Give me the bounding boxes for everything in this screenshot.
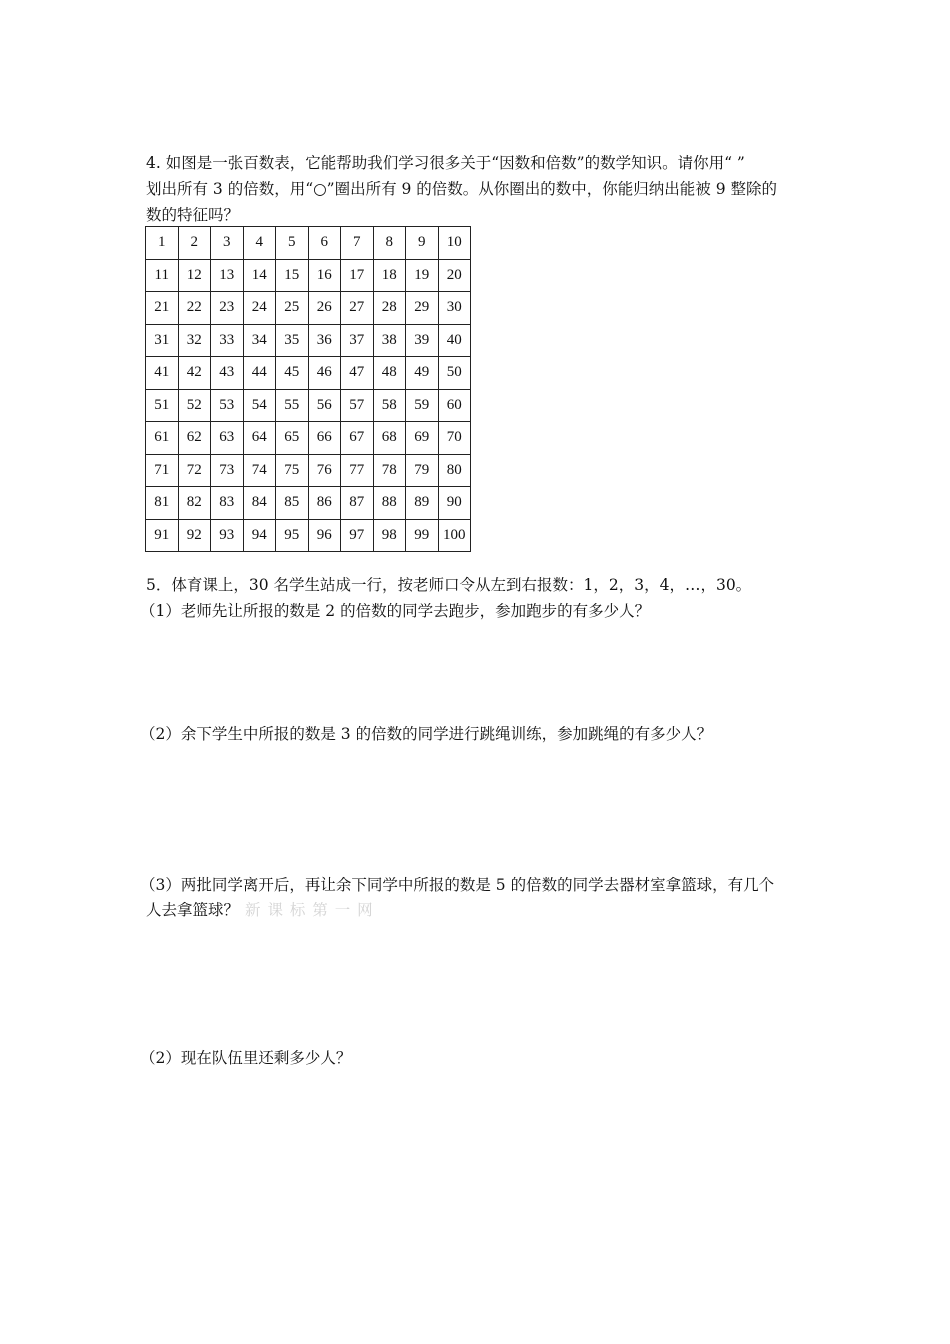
hundred-chart-row <box>146 324 471 357</box>
hundred-chart-cell: 33 <box>211 324 244 357</box>
hundred-chart-cell: 58 <box>373 389 406 422</box>
hundred-chart-cell: 25 <box>276 292 309 325</box>
hundred-chart-cell: 44 <box>243 357 276 390</box>
question-5-part-3-line-1: （3）两批同学离开后，再让余下同学中所报的数是 5 的倍数的同学去器材室拿篮球，有几个 <box>140 876 775 894</box>
hundred-chart-cell: 20 <box>438 259 471 292</box>
hundred-chart-cell: 79 <box>406 454 439 487</box>
hundred-chart-cell: 45 <box>276 357 309 390</box>
hundred-chart-cell: 72 <box>178 454 211 487</box>
hundred-chart-cell: 85 <box>276 487 309 520</box>
hundred-chart-cell: 75 <box>276 454 309 487</box>
hundred-chart-cell: 47 <box>341 357 374 390</box>
hundred-chart-cell: 12 <box>178 259 211 292</box>
hundred-chart-cell: 39 <box>406 324 439 357</box>
hundred-chart-table <box>145 226 471 552</box>
hundred-chart-cell: 10 <box>438 227 471 260</box>
hundred-chart-cell: 30 <box>438 292 471 325</box>
hundred-chart-row <box>146 487 471 520</box>
hundred-chart-cell: 69 <box>406 422 439 455</box>
hundred-chart-cell: 56 <box>308 389 341 422</box>
hundred-chart-cell: 91 <box>146 519 179 552</box>
hundred-chart-cell: 73 <box>211 454 244 487</box>
hundred-chart-cell: 95 <box>276 519 309 552</box>
hundred-chart-cell: 42 <box>178 357 211 390</box>
hundred-chart-cell: 94 <box>243 519 276 552</box>
hundred-chart-cell: 31 <box>146 324 179 357</box>
hundred-chart-cell: 92 <box>178 519 211 552</box>
hundred-chart-cell: 76 <box>308 454 341 487</box>
hundred-chart-cell: 90 <box>438 487 471 520</box>
hundred-chart-cell: 43 <box>211 357 244 390</box>
hundred-chart-cell: 62 <box>178 422 211 455</box>
hundred-chart-row <box>146 389 471 422</box>
hundred-chart-cell: 52 <box>178 389 211 422</box>
hundred-chart-cell: 88 <box>373 487 406 520</box>
question-4 <box>146 150 816 228</box>
hundred-chart-cell: 9 <box>406 227 439 260</box>
hundred-chart-cell: 63 <box>211 422 244 455</box>
hundred-chart-cell: 38 <box>373 324 406 357</box>
hundred-chart-cell: 80 <box>438 454 471 487</box>
hundred-chart-cell: 59 <box>406 389 439 422</box>
hundred-chart-cell: 36 <box>308 324 341 357</box>
question-4-line-3: 数的特征吗？ <box>146 206 240 224</box>
question-5-part-2: （2）余下学生中所报的数是 3 的倍数的同学进行跳绳训练，参加跳绳的有多少人？ <box>140 725 713 743</box>
hundred-chart-cell: 96 <box>308 519 341 552</box>
hundred-chart-cell: 7 <box>341 227 374 260</box>
question-4-line-2: 划出所有 3 的倍数，用“○”圈出所有 9 的倍数。从你圈出的数中，你能归纳出能被 9 整除的 <box>146 180 778 198</box>
question-5-part-1: （1）老师先让所报的数是 2 的倍数的同学去跑步，参加跑步的有多少人？ <box>140 602 651 620</box>
hundred-chart-cell: 66 <box>308 422 341 455</box>
watermark-text: 新 课 标 第 一 网 <box>245 901 374 919</box>
hundred-chart-cell: 22 <box>178 292 211 325</box>
hundred-chart-cell: 27 <box>341 292 374 325</box>
hundred-chart-cell: 15 <box>276 259 309 292</box>
hundred-chart-cell: 99 <box>406 519 439 552</box>
hundred-chart-cell: 24 <box>243 292 276 325</box>
hundred-chart-cell: 29 <box>406 292 439 325</box>
hundred-chart-cell: 28 <box>373 292 406 325</box>
question-5-part-3-line-2 <box>146 898 374 922</box>
hundred-chart-cell: 23 <box>211 292 244 325</box>
hundred-chart-cell: 100 <box>438 519 471 552</box>
question-5-part-3-text: 人去拿篮球？ <box>146 901 240 919</box>
hundred-chart-cell: 64 <box>243 422 276 455</box>
hundred-chart-cell: 1 <box>146 227 179 260</box>
hundred-chart-cell: 53 <box>211 389 244 422</box>
hundred-chart-cell: 46 <box>308 357 341 390</box>
hundred-chart-cell: 41 <box>146 357 179 390</box>
hundred-chart-cell: 21 <box>146 292 179 325</box>
hundred-chart-cell: 11 <box>146 259 179 292</box>
hundred-chart-row <box>146 357 471 390</box>
hundred-chart-cell: 19 <box>406 259 439 292</box>
hundred-chart <box>145 226 471 552</box>
hundred-chart-cell: 68 <box>373 422 406 455</box>
hundred-chart-cell: 18 <box>373 259 406 292</box>
hundred-chart-cell: 65 <box>276 422 309 455</box>
hundred-chart-cell: 3 <box>211 227 244 260</box>
hundred-chart-cell: 98 <box>373 519 406 552</box>
hundred-chart-row <box>146 292 471 325</box>
hundred-chart-cell: 49 <box>406 357 439 390</box>
hundred-chart-cell: 77 <box>341 454 374 487</box>
hundred-chart-cell: 60 <box>438 389 471 422</box>
hundred-chart-row <box>146 519 471 552</box>
hundred-chart-cell: 6 <box>308 227 341 260</box>
hundred-chart-cell: 4 <box>243 227 276 260</box>
hundred-chart-cell: 13 <box>211 259 244 292</box>
hundred-chart-cell: 81 <box>146 487 179 520</box>
hundred-chart-row <box>146 227 471 260</box>
hundred-chart-cell: 55 <box>276 389 309 422</box>
hundred-chart-cell: 86 <box>308 487 341 520</box>
hundred-chart-cell: 61 <box>146 422 179 455</box>
hundred-chart-cell: 82 <box>178 487 211 520</box>
hundred-chart-cell: 26 <box>308 292 341 325</box>
hundred-chart-row <box>146 454 471 487</box>
hundred-chart-cell: 40 <box>438 324 471 357</box>
hundred-chart-row <box>146 422 471 455</box>
hundred-chart-cell: 57 <box>341 389 374 422</box>
hundred-chart-cell: 37 <box>341 324 374 357</box>
hundred-chart-cell: 67 <box>341 422 374 455</box>
hundred-chart-cell: 74 <box>243 454 276 487</box>
hundred-chart-cell: 35 <box>276 324 309 357</box>
hundred-chart-cell: 8 <box>373 227 406 260</box>
hundred-chart-cell: 83 <box>211 487 244 520</box>
hundred-chart-cell: 97 <box>341 519 374 552</box>
hundred-chart-cell: 14 <box>243 259 276 292</box>
hundred-chart-cell: 34 <box>243 324 276 357</box>
hundred-chart-cell: 93 <box>211 519 244 552</box>
hundred-chart-cell: 89 <box>406 487 439 520</box>
hundred-chart-cell: 32 <box>178 324 211 357</box>
hundred-chart-cell: 84 <box>243 487 276 520</box>
hundred-chart-cell: 78 <box>373 454 406 487</box>
hundred-chart-row <box>146 259 471 292</box>
question-5-stem: 5．体育课上，30 名学生站成一行，按老师口令从左到右报数：1，2，3，4，…，30。 <box>146 576 752 594</box>
hundred-chart-cell: 50 <box>438 357 471 390</box>
hundred-chart-cell: 5 <box>276 227 309 260</box>
hundred-chart-cell: 2 <box>178 227 211 260</box>
question-5-part-4: （2）现在队伍里还剩多少人？ <box>140 1049 352 1067</box>
hundred-chart-cell: 71 <box>146 454 179 487</box>
hundred-chart-cell: 48 <box>373 357 406 390</box>
question-4-line-1: 4. 如图是一张百数表，它能帮助我们学习很多关于“因数和倍数”的数学知识。请你用“ ” <box>146 154 745 172</box>
hundred-chart-cell: 87 <box>341 487 374 520</box>
hundred-chart-cell: 51 <box>146 389 179 422</box>
hundred-chart-cell: 17 <box>341 259 374 292</box>
hundred-chart-cell: 70 <box>438 422 471 455</box>
hundred-chart-cell: 16 <box>308 259 341 292</box>
hundred-chart-cell: 54 <box>243 389 276 422</box>
